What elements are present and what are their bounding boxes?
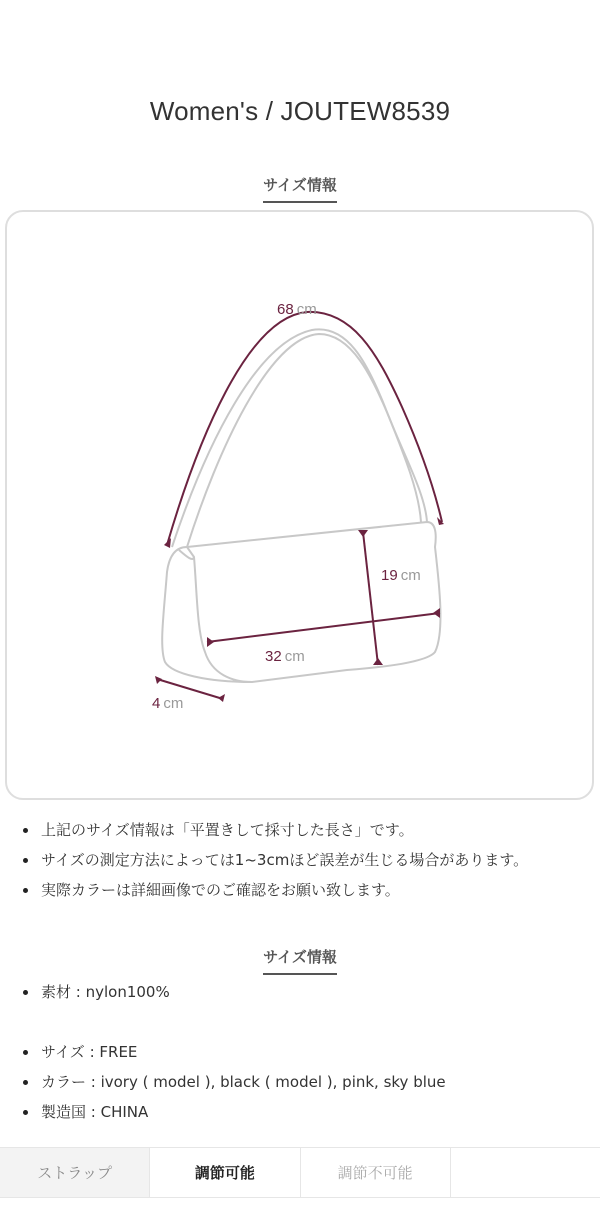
size-note: 上記のサイズ情報は「平置きして採寸した長さ」です。 [20,815,528,845]
adjustable-cell: 調節可能 [149,1148,299,1197]
height-measure-label [381,567,421,584]
height-measure-line [363,532,378,665]
strap-unit: cm [296,301,317,318]
color-item: カラー : ivory ( model ), black ( model ), pink, sky blue [20,1067,446,1097]
depth-value: 4 [152,695,161,712]
depth-measure-label [152,695,183,712]
width-measure-line [207,613,440,642]
width-unit: cm [284,648,305,665]
strap-label-cell: ストラップ [0,1148,149,1197]
size-item: サイズ : FREE [20,1037,446,1067]
bag-front-outline [187,522,440,682]
size-note: 実際カラーは詳細画像でのご確認をお願い致します。 [20,875,528,905]
bag-side-outline [162,547,252,682]
material-list [20,977,170,1007]
empty-cell [450,1148,600,1197]
info-section-heading [0,946,600,975]
strap-adjust-table [0,1147,600,1198]
strap-measure-line [167,312,442,545]
product-info-list [20,1037,446,1127]
height-unit: cm [400,567,421,584]
material-item: 素材 : nylon100% [20,977,170,1007]
width-measure-label [265,648,305,665]
width-value: 32 [265,648,282,665]
strap-measure-label [277,301,317,318]
strap-outline-inner [187,334,421,547]
size-diagram [5,210,594,800]
strap-outline-outer [172,329,427,547]
strap-value: 68 [277,301,294,318]
bag-illustration [7,212,596,802]
size-section-heading [0,174,600,203]
not-adjustable-cell: 調節不可能 [300,1148,450,1197]
size-notes-list [20,815,528,905]
info-section-heading-label: サイズ情報 [263,946,337,975]
origin-item: 製造国 : CHINA [20,1097,446,1127]
height-value: 19 [381,567,398,584]
page-title: Women's / JOUTEW8539 [149,96,451,126]
depth-unit: cm [163,695,184,712]
size-note: サイズの測定方法によっては1~3cmほど誤差が生じる場合があります。 [20,845,528,875]
size-section-heading-label: サイズ情報 [263,174,337,203]
